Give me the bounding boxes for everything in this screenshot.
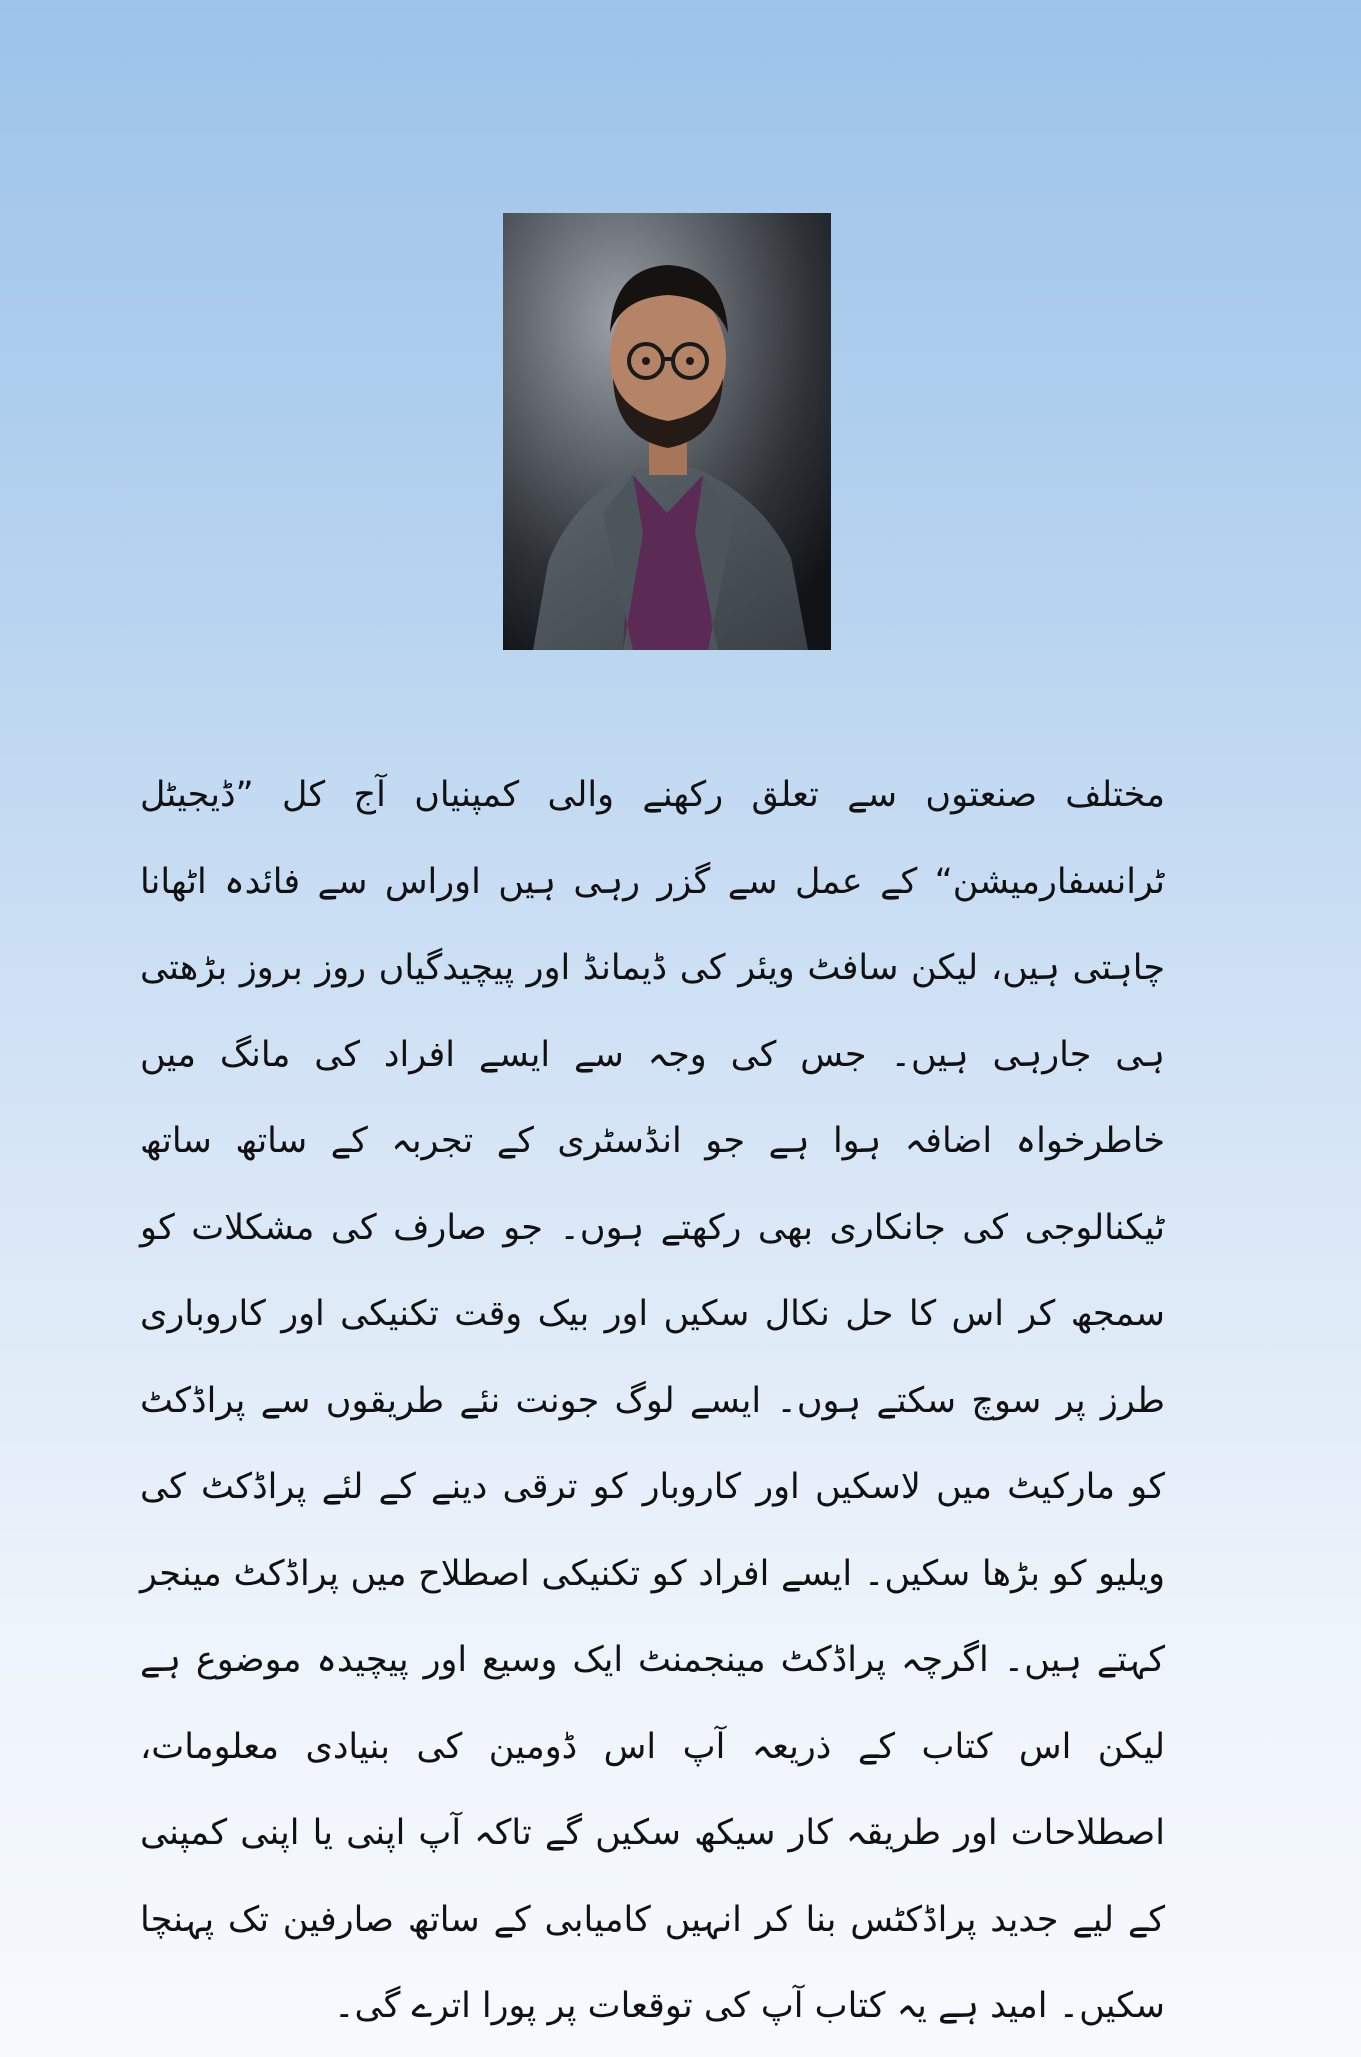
author-portrait xyxy=(503,213,831,650)
person-photo-icon xyxy=(503,213,831,650)
book-description-paragraph: مختلف صنعتوں سے تعلق رکھنے والی کمپنیاں آج کل ”ڈیجیٹل ٹرانسفارمیشن“ کے عمل سے گزر رہی ہیں اوراس سے فائدہ اٹھانا چاہتی ہیں، لیکن سافٹ ویئر کی ڈیمانڈ اور پیچیدگیاں روز بروز بڑھتی ہی جارہی ہیں۔ جس کی وجہ سے ایسے افراد کی مانگ میں خاطرخواہ اضافہ ہوا ہے جو انڈسٹری کے تجربہ کے ساتھ ساتھ ٹیکنالوجی کی جانکاری بھی رکھتے ہوں۔ جو صارف کی مشکلات کو سمجھ کر اس کا حل نکال سکیں اور بیک وقت تکنیکی اور کاروباری طرز پر سوچ سکتے ہوں۔ ایسے لوگ جونت نئے طریقوں سے پراڈکٹ کو مارکیٹ میں لاسکیں اور کاروبار کو ترقی دینے کے لئے پراڈکٹ کی ویلیو کو بڑھا سکیں۔ ایسے افراد کو تکنیکی اصطلاح میں پراڈکٹ مینجر کہتے ہیں۔ اگرچہ پراڈکٹ مینجمنٹ ایک وسیع اور پیچیدہ موضوع ہے لیکن اس کتاب کے ذریعہ آپ اس ڈومین کی بنیادی معلومات، اصطلاحات اور طریقہ کار سیکھ سکیں گے تاکہ آپ اپنی یا اپنی کمپنی کے لیے جدید پراڈکٹس بنا کر انہیں کامیابی کے ساتھ صارفین تک پہنچا سکیں۔ امید ہے یہ کتاب آپ کی توقعات پر پورا اترے گی۔ xyxy=(140,775,1165,2026)
